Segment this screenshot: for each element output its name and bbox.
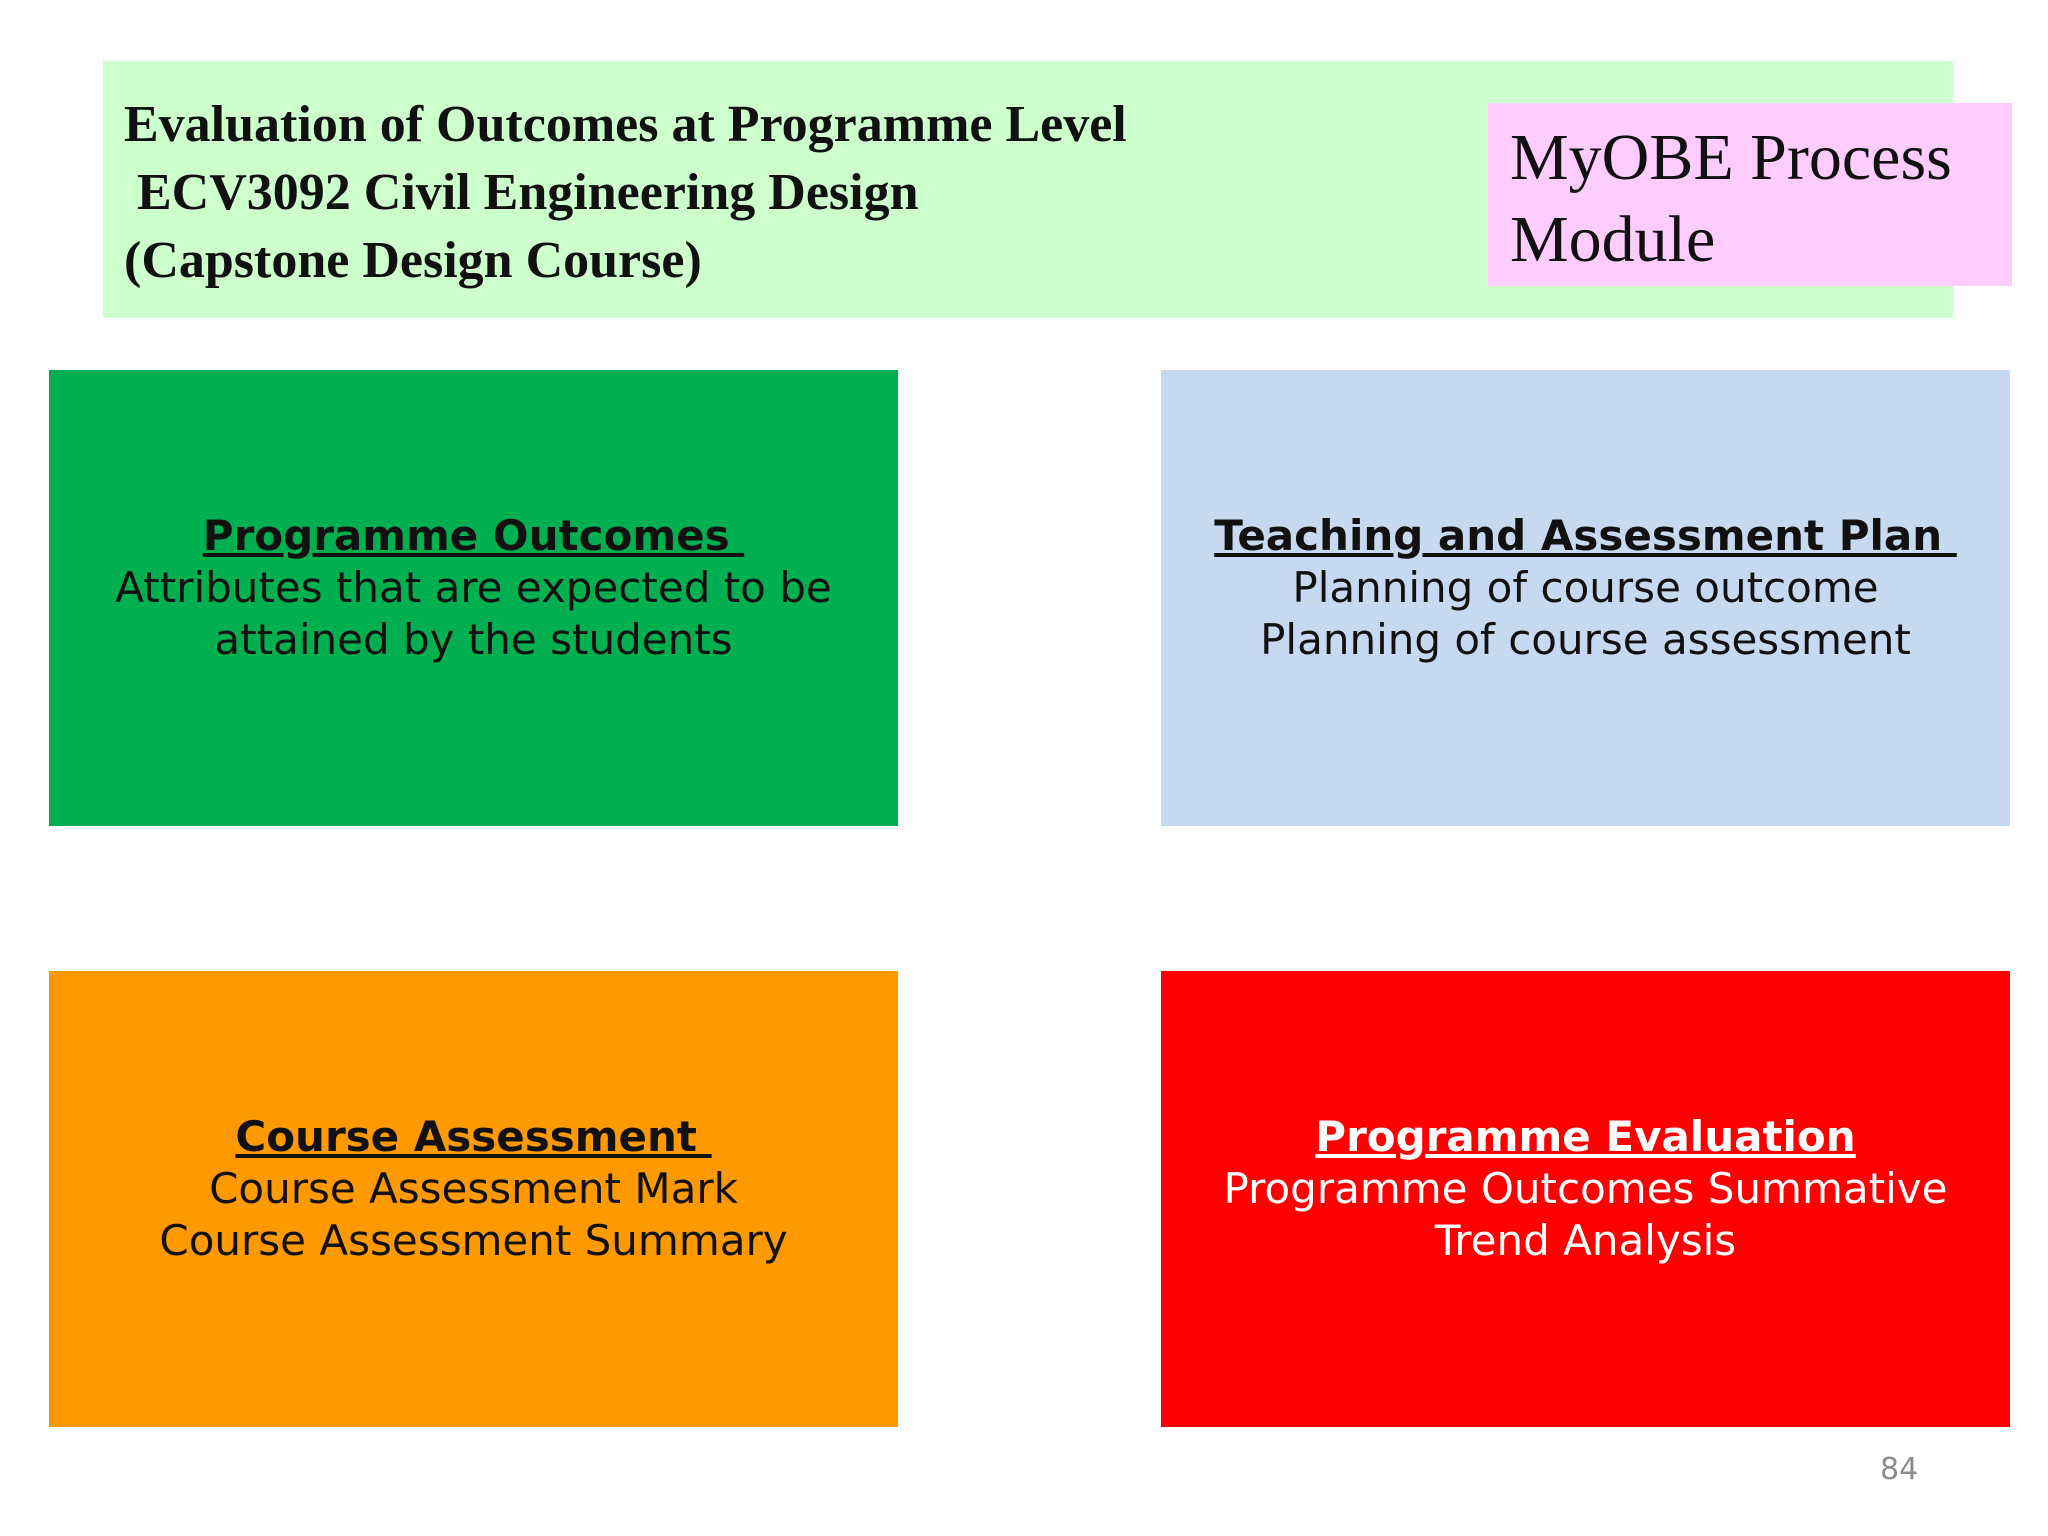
course-assessment-line-1: Course Assessment Mark [209, 1164, 738, 1213]
slide-title [124, 91, 1127, 295]
page-number: 84 [1880, 1452, 1919, 1487]
course-assessment-line-2: Course Assessment Summary [159, 1216, 788, 1265]
module-tag-line-2: Module [1510, 203, 1716, 276]
course-assessment-heading: Course Assessment [235, 1112, 712, 1161]
programme-outcomes-box [49, 370, 898, 826]
module-tag-line-1: MyOBE Process [1510, 121, 1952, 194]
programme-evaluation-line-2: Trend Analysis [1434, 1216, 1737, 1265]
programme-outcomes-line-1: Attributes that are expected to be [115, 563, 832, 612]
teaching-assessment-plan-line-1: Planning of course outcome [1292, 563, 1879, 612]
slide-title-line-2: ECV3092 Civil Engineering Design [124, 164, 919, 221]
programme-outcomes-heading: Programme Outcomes [202, 511, 745, 560]
teaching-assessment-plan-line-2: Planning of course assessment [1260, 615, 1911, 664]
programme-evaluation-heading: Programme Evaluation [1315, 1112, 1856, 1161]
programme-evaluation-line-1: Programme Outcomes Summative [1223, 1164, 1948, 1213]
module-tag [1488, 103, 2012, 286]
teaching-assessment-plan-heading: Teaching and Assessment Plan [1214, 511, 1957, 560]
programme-evaluation-box [1161, 971, 2010, 1427]
programme-outcomes-line-2: attained by the students [214, 615, 733, 664]
slide-title-line-1: Evaluation of Outcomes at Programme Level [124, 96, 1127, 153]
slide-title-line-3: (Capstone Design Course) [124, 232, 702, 289]
course-assessment-box [49, 971, 898, 1427]
teaching-assessment-plan-box [1161, 370, 2010, 826]
